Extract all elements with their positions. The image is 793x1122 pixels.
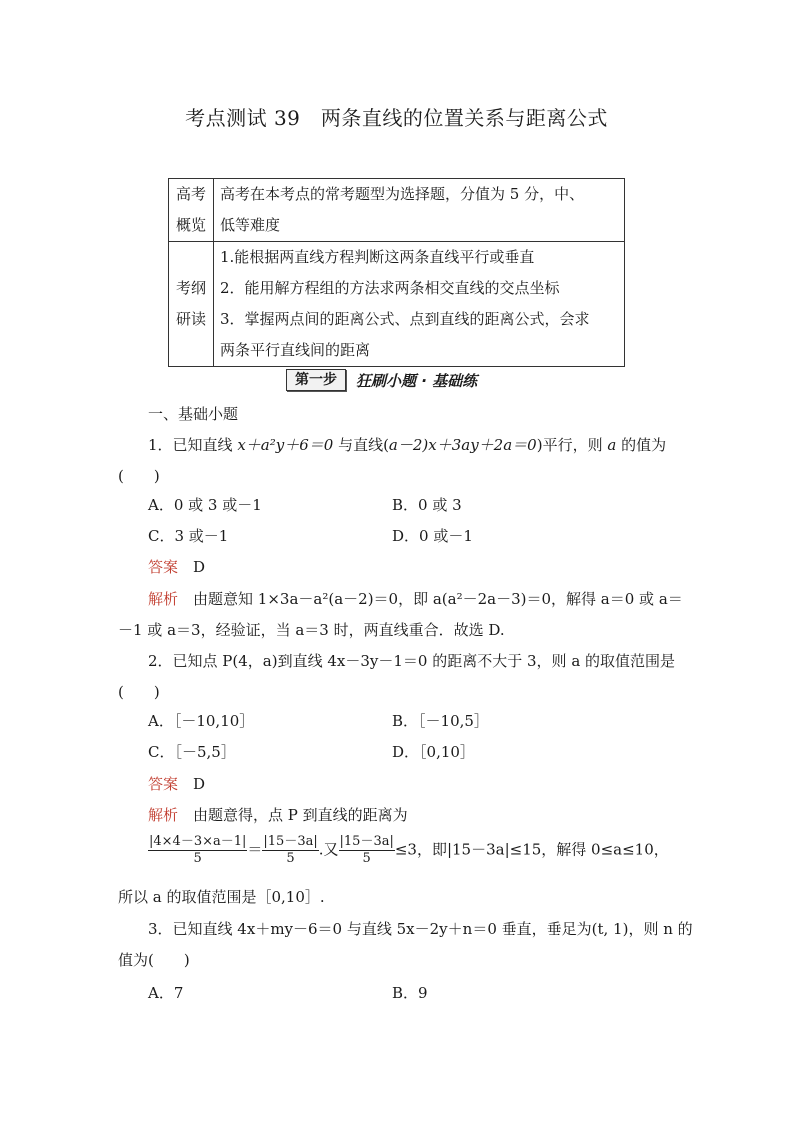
table-row bbox=[169, 242, 625, 367]
q2-option-d: D．［0,10］ bbox=[392, 743, 475, 761]
step-banner bbox=[286, 368, 477, 392]
q2-answer-paren: ( ) bbox=[118, 683, 160, 701]
row-content bbox=[214, 179, 625, 242]
q2-answer bbox=[148, 773, 205, 794]
content-line: 3．掌握两点间的距离公式、点到直线的距离公式，会求 bbox=[220, 310, 590, 328]
q2-analysis-line-3: 所以 a 的取值范围是［0,10］. bbox=[118, 888, 325, 906]
q2-option-c: C．［－5,5］ bbox=[148, 743, 236, 761]
q2-analysis-formula bbox=[148, 834, 669, 867]
question-2-stem: 2．已知点 P(4，a)到直线 4x－3y－1＝0 的距离不大于 3，则 a 的取值范围是 bbox=[148, 652, 676, 670]
q1-analysis-line-2: －1 或 a＝3，经验证，当 a＝3 时，两直线重合．故选 D. bbox=[118, 621, 505, 639]
q2-analysis-line-1 bbox=[148, 804, 408, 825]
q3-option-a: A．7 bbox=[148, 984, 184, 1002]
fraction-denominator: 5 bbox=[362, 851, 371, 866]
q1-variable: a bbox=[607, 436, 617, 454]
q1-option-a: A．0 或 3 或－1 bbox=[148, 496, 262, 514]
analysis-label: 解析 bbox=[148, 590, 179, 608]
analysis-text: 由题意得，点 P 到直线的距离为 bbox=[193, 806, 408, 824]
row-header bbox=[169, 179, 214, 242]
fraction bbox=[262, 834, 318, 867]
formula-text: ≤3，即|15－3a|≤15，解得 0≤a≤10， bbox=[394, 840, 669, 859]
content-line: 2．能用解方程组的方法求两条相交直线的交点坐标 bbox=[220, 279, 560, 297]
row-header bbox=[169, 242, 214, 367]
fraction bbox=[148, 834, 247, 867]
analysis-text: 由题意知 1×3a－a²(a－2)＝0，即 a(a²－2a－3)＝0，解得 a＝0 或 a＝ bbox=[193, 590, 683, 608]
content-line: 两条平行直线间的距离 bbox=[220, 341, 371, 359]
q1-equation-1: x＋a²y＋6＝0 bbox=[237, 436, 334, 454]
q1-option-c: C．3 或－1 bbox=[148, 527, 229, 545]
fraction-numerator: |15－3a| bbox=[339, 834, 394, 849]
equals-sign: ＝ bbox=[247, 840, 263, 859]
q1-analysis-line-1 bbox=[148, 588, 683, 609]
fraction-numerator: |15－3a| bbox=[263, 834, 318, 849]
q2-option-b: B．［－10,5］ bbox=[392, 712, 489, 730]
formula-text: .又 bbox=[318, 840, 339, 859]
table-row bbox=[169, 179, 625, 242]
q1-stem-text: )平行，则 bbox=[536, 436, 608, 454]
fraction-numerator: |4×4－3×a－1| bbox=[149, 834, 247, 849]
q1-equation-2: a－2)x＋3ay＋2a＝0 bbox=[388, 436, 537, 454]
overview-table bbox=[168, 178, 625, 367]
answer-value: D bbox=[193, 558, 206, 576]
answer-label: 答案 bbox=[148, 558, 179, 576]
row-content bbox=[214, 242, 625, 367]
q1-option-b: B．0 或 3 bbox=[392, 496, 462, 514]
q2-option-a: A．［－10,10］ bbox=[148, 712, 255, 730]
q1-stem-text: 与直线( bbox=[333, 436, 389, 454]
row-header-line: 高考 bbox=[175, 185, 206, 203]
content-line: 1.能根据两直线方程判断这两条直线平行或垂直 bbox=[220, 248, 535, 266]
section-heading: 一、基础小题 bbox=[148, 405, 239, 423]
q1-stem-text: 1．已知直线 bbox=[148, 436, 238, 454]
answer-label: 答案 bbox=[148, 775, 179, 793]
analysis-label: 解析 bbox=[148, 806, 179, 824]
step-label: 第一步 bbox=[286, 369, 346, 391]
answer-value: D bbox=[193, 775, 206, 793]
row-header-line: 考纲 bbox=[175, 279, 206, 297]
question-3-stem-line-1: 3．已知直线 4x＋my－6＝0 与直线 5x－2y＋n＝0 垂直，垂足为(t, 1)，则 n 的 bbox=[148, 920, 693, 938]
fraction bbox=[339, 834, 395, 867]
q3-option-b: B．9 bbox=[392, 984, 428, 1002]
content-line: 低等难度 bbox=[220, 216, 281, 234]
question-3-stem-line-2: 值为( ) bbox=[118, 951, 190, 969]
content-line: 高考在本考点的常考题型为选择题，分值为 5 分，中、 bbox=[220, 185, 585, 203]
question-1-stem bbox=[148, 434, 666, 455]
row-header-line: 研读 bbox=[175, 310, 206, 328]
q1-option-d: D．0 或－1 bbox=[392, 527, 473, 545]
q1-stem-text: 的值为 bbox=[616, 436, 667, 454]
page-title: 考点测试 39 两条直线的位置关系与距离公式 bbox=[185, 106, 608, 130]
step-text: 狂刷小题 · 基础练 bbox=[356, 371, 478, 390]
q1-answer-paren: ( ) bbox=[118, 467, 160, 485]
row-header-line: 概览 bbox=[175, 216, 206, 234]
q1-answer bbox=[148, 556, 205, 577]
fraction-denominator: 5 bbox=[286, 851, 295, 866]
fraction-denominator: 5 bbox=[193, 851, 202, 866]
